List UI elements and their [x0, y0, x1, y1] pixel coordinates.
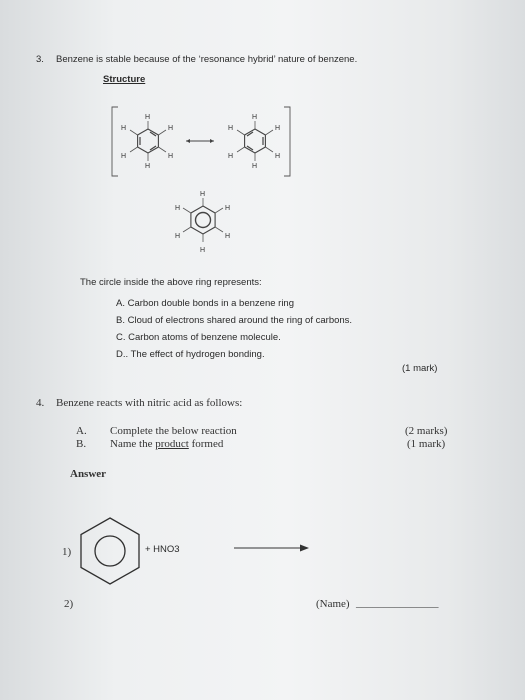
- name-label: (Name): [316, 598, 350, 610]
- q4-part-b-letter: B.: [76, 438, 87, 450]
- name-answer-blank[interactable]: _______________: [356, 597, 439, 609]
- q4-statement: Benzene reacts with nitric acid as follows:: [56, 397, 243, 409]
- h-label: H: [121, 153, 127, 160]
- h-label: H: [252, 163, 258, 170]
- answer-item-2-label: 2): [64, 598, 74, 610]
- h-label: H: [200, 191, 206, 198]
- h-label: H: [225, 233, 231, 240]
- h-label: H: [228, 153, 234, 160]
- q3-option-c: C. Carbon atoms of benzene molecule.: [116, 332, 281, 343]
- q3-marks: (1 mark): [402, 363, 438, 374]
- q3-prompt: The circle inside the above ring represents:: [80, 277, 262, 288]
- h-label: H: [145, 114, 151, 121]
- reagent-hno3: + HNO3: [145, 544, 180, 555]
- h-label: H: [175, 233, 181, 240]
- h-label: H: [175, 205, 181, 212]
- q4-part-b-marks: (1 mark): [407, 438, 446, 450]
- q3-option-a: A. Carbon double bonds in a benzene ring: [116, 298, 294, 309]
- answer-heading: Answer: [70, 468, 107, 480]
- answer-item-1-label: 1): [62, 546, 72, 558]
- kekule-structure-right: [237, 121, 273, 161]
- benzene-hybrid-structure: [183, 198, 223, 242]
- h-label: H: [228, 125, 234, 132]
- left-bracket: [112, 107, 118, 176]
- h-label: H: [168, 153, 174, 160]
- h-label: H: [145, 163, 151, 170]
- h-label: H: [275, 153, 281, 160]
- q3-option-b: B. Cloud of electrons shared around the ring of carbons.: [116, 315, 353, 326]
- structure-heading: Structure: [103, 74, 146, 85]
- kekule-structure-left: [130, 121, 166, 161]
- benzene-reactant-icon: [78, 515, 142, 587]
- h-label: H: [200, 247, 206, 254]
- q4-part-a-marks: (2 marks): [405, 425, 448, 437]
- delocalized-electron-circle: [196, 213, 211, 228]
- h-label: H: [121, 125, 127, 132]
- h-label: H: [168, 125, 174, 132]
- h-label: H: [275, 125, 281, 132]
- q3-option-d: D.. The effect of hydrogen bonding.: [116, 349, 265, 360]
- q4-number: 4.: [36, 397, 45, 409]
- h-label: H: [225, 205, 231, 212]
- q3-statement: Benzene is stable because of the ‘resonance hybrid’ nature of benzene.: [56, 54, 358, 65]
- q4-part-a-text: Complete the below reaction: [110, 425, 237, 437]
- q4-part-a-letter: A.: [76, 425, 87, 437]
- right-bracket: [284, 107, 290, 176]
- q3-number: 3.: [36, 54, 44, 65]
- h-label: H: [252, 114, 258, 121]
- reaction-arrow-icon: [234, 542, 310, 554]
- q4-part-b-text: Name the product formed: [110, 438, 224, 450]
